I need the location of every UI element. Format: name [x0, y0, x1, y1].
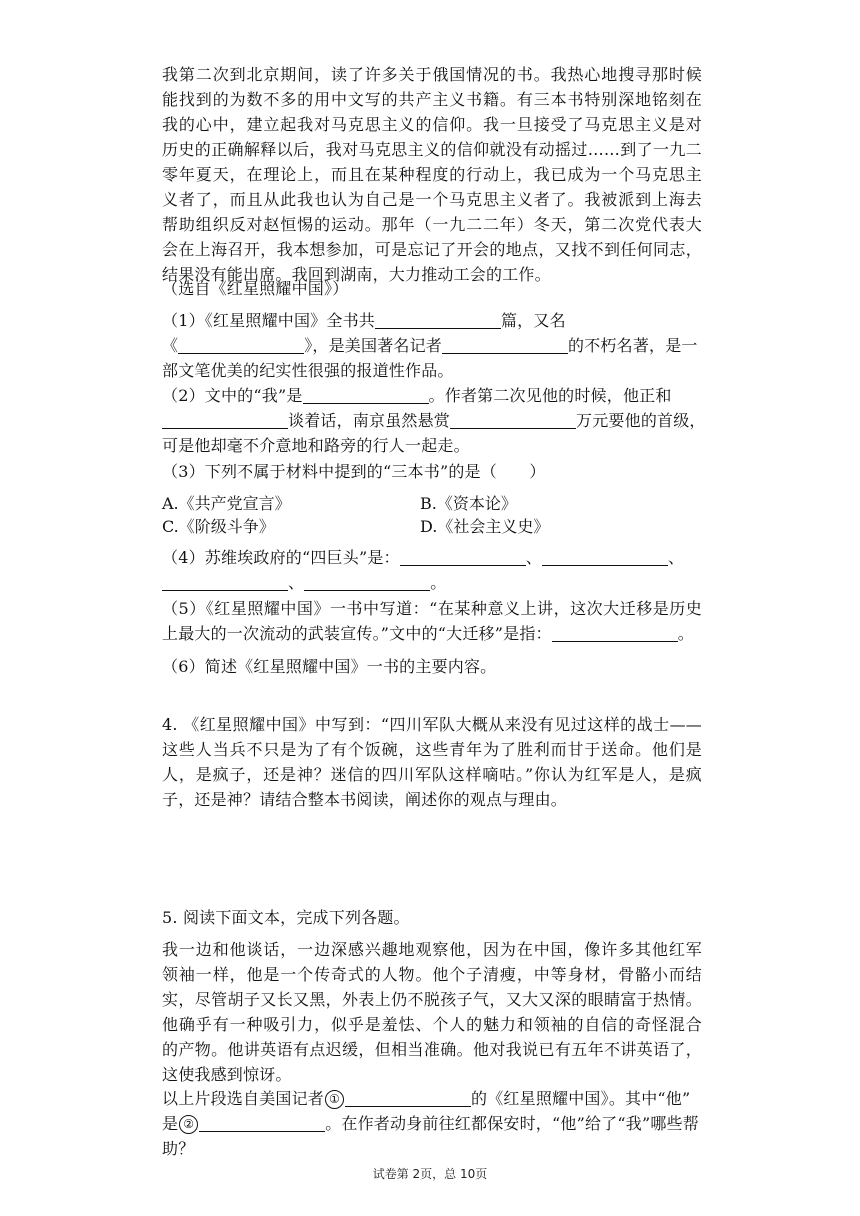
question-line: 子，还是神？请结合整本书阅读，阐述你的观点与理由。 [162, 790, 568, 809]
q5-prompt-d: 。在作者动身前往红都保安时，“他”给了“我”哪些帮 [325, 1114, 699, 1133]
answer-blank[interactable] [304, 573, 430, 591]
q3-stem: （3）下列不属于材料中提到的“三本书”的是（ ） [162, 462, 546, 481]
passage-line: 实，尽管胡子又长又黑，外表上仍不脱孩子气，又大又深的眼睛富于热情。 [162, 990, 702, 1009]
passage-line: 领袖一样，他是一个传奇式的人物。他个子清瘦，中等身材，骨骼小而结 [162, 965, 702, 984]
q5-prompt-a: 以上片段选自美国记者 [162, 1089, 325, 1108]
passage-line: 能找到的为数不多的用中文写的共产主义书籍。有三本书特别深地铭刻在 [162, 90, 702, 109]
q4-text-a: （4）苏维埃政府的“四巨头”是： [162, 548, 400, 567]
q5-prompt-e: 助？ [162, 1139, 195, 1158]
passage-line: 零年夏天，在理论上，而且在某种程度的行动上，我已成为一个马克思主 [162, 165, 702, 184]
question-line: 这些人当兵不只是为了有个饭碗，这些青年为了胜利而甘于送命。他们是 [162, 740, 702, 759]
q2-text-a: （2）文中的“我”是 [162, 386, 303, 405]
page-footer: 试卷第 2页，总 10页 [372, 1167, 488, 1181]
q5-line-2: 上最大的一次流动的武装宣传。”文中的“大迁移”是指： [162, 624, 552, 643]
period: 。 [677, 624, 694, 643]
question-title: 5. 阅读下面文本，完成下列各题。 [162, 908, 410, 927]
answer-blank[interactable] [303, 386, 429, 404]
answer-blank[interactable] [542, 548, 668, 566]
q2-text-b: 。作者第二次见他的时候，他正和 [428, 386, 672, 405]
option-b[interactable]: B.《资本论》 [420, 494, 517, 513]
circled-number-1: ① [325, 1090, 344, 1109]
q1-text-c: 《 [162, 336, 179, 355]
question-line: 人，是疯子，还是神？迷信的四川军队这样嘀咕。”你认为红军是人，是疯 [162, 765, 702, 784]
reading-passage [162, 62, 702, 287]
passage-line: 这使我感到惊讶。 [162, 1065, 292, 1084]
sub-question-5 [162, 596, 702, 646]
answer-blank[interactable] [400, 548, 526, 566]
question-line: 4. 《红星照耀中国》中写到：“四川军队大概从来没有见过这样的战士—— [162, 715, 702, 734]
answer-blank[interactable] [450, 411, 576, 429]
q1-text-e: 的不朽名著，是一 [568, 336, 698, 355]
option-a[interactable]: A.《共产党宣言》 [162, 494, 291, 513]
question-5-prompt [162, 1086, 702, 1161]
separator: 、 [525, 548, 542, 567]
sub-question-1 [162, 308, 702, 383]
passage-line: 我的心中，建立起我对马克思主义的信仰。我一旦接受了马克思主义是对 [162, 115, 702, 134]
sub-question-2 [162, 383, 706, 458]
q1-text-d: 》，是美国著名记者 [304, 336, 443, 355]
passage-line: 帮助组织反对赵恒惕的运动。那年（一九二二年）冬天，第二次党代表大 [162, 215, 702, 234]
passage-line: 我一边和他谈话，一边深感兴趣地观察他，因为在中国，像许多其他红军 [162, 940, 702, 959]
answer-blank[interactable] [375, 311, 501, 329]
answer-blank[interactable] [552, 624, 678, 642]
sub-question-4 [162, 545, 702, 595]
passage-line: 的产物。他讲英语有点迟缓，但相当准确。他对我说已有五年不讲英语了， [162, 1040, 702, 1059]
passage-source [162, 276, 702, 301]
answer-blank[interactable] [345, 1089, 471, 1107]
q2-text-d: 万元要他的首级， [576, 411, 706, 430]
passage-line: 他确乎有一种吸引力，似乎是羞怯、个人的魅力和领袖的自信的奇怪混合 [162, 1015, 702, 1034]
sub-question-3 [162, 459, 702, 484]
answer-blank[interactable] [199, 1114, 325, 1132]
passage-line: 我第二次到北京期间，读了许多关于俄国情况的书。我热心地搜寻那时候 [162, 65, 702, 84]
option-d[interactable]: D.《社会主义史》 [420, 517, 550, 536]
q5-prompt-b: 的《红星照耀中国》。其中“他” [471, 1089, 691, 1108]
q6-text: （6）简述《红星照耀中国》一书的主要内容。 [162, 657, 497, 676]
passage-line: 义者了，而且从此我也认为自己是一个马克思主义者了。我被派到上海去 [162, 190, 702, 209]
q2-text-c: 谈着话，南京虽然悬赏 [288, 411, 451, 430]
q5-prompt-c: 是 [162, 1114, 179, 1133]
period: 。 [430, 573, 447, 592]
question-5-passage [162, 937, 702, 1087]
q1-text-b: 篇，又名 [500, 311, 566, 330]
answer-blank[interactable] [162, 411, 288, 429]
question-4 [162, 712, 702, 812]
q2-text-e: 可是他却毫不介意地和路旁的行人一起走。 [162, 436, 470, 455]
circled-number-2: ② [179, 1115, 198, 1134]
separator: 、 [288, 573, 305, 592]
passage-line: 会在上海召开，我本想参加，可是忘记了开会的地点，又找不到任何同志， [162, 240, 702, 259]
q1-text-f: 部文笔优美的纪实性很强的报道性作品。 [162, 361, 454, 380]
answer-blank[interactable] [162, 573, 288, 591]
option-c[interactable]: C.《阶级斗争》 [162, 517, 275, 536]
source-text: （选自《红星照耀中国》） [162, 279, 349, 298]
answer-blank[interactable] [178, 336, 304, 354]
question-5-title [162, 905, 702, 930]
separator: 、 [667, 548, 685, 567]
q1-text-a: （1）《红星照耀中国》全书共 [162, 311, 375, 330]
passage-line: 历史的正确解释以后，我对马克思主义的信仰就没有动摇过……到了一九二 [162, 140, 702, 159]
answer-blank[interactable] [442, 336, 568, 354]
q5-line-1: （5）《红星照耀中国》一书中写道：“在某种意义上讲，这次大迁移是历史 [162, 599, 702, 618]
sub-question-6 [162, 654, 702, 679]
passage-line: 结果没有能出席。我回到湖南，大力推动工会的工作。 [162, 265, 551, 284]
